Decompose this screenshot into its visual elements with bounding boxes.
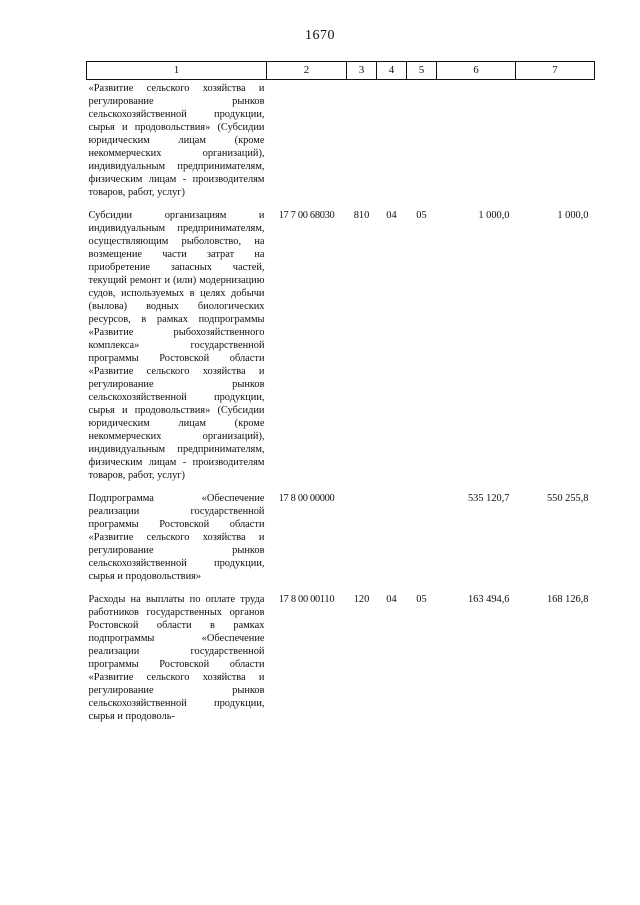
- row-section: 04: [386, 594, 397, 605]
- row-expense-type: [347, 490, 377, 591]
- row-subsection: [407, 490, 437, 591]
- row-expense-type: 810: [353, 210, 370, 221]
- row-amount-col6: 535 120,7: [467, 493, 510, 504]
- row-description: Расходы на выплаты по оплате труда работников государственных органов Ростовской области в рамках подпрограммы «Обеспечение реализации государственной программы Ростовской области «Развитие сельского хозяйства и регулирование рынков сельскохозяйственной продукции, сырья и продоволь-: [88, 594, 265, 722]
- row-amount-col6: 1 000,0: [478, 210, 510, 221]
- row-amount-col7: 168 126,8: [546, 594, 589, 605]
- row-amount-col6: 163 494,6: [467, 594, 510, 605]
- table-row: [87, 80, 595, 208]
- header-col-3: 3: [347, 62, 377, 80]
- row-description: «Развитие сельского хозяйства и регулирование рынков сельскохозяйственной продукции, сырья и продовольствия» (Субсидии юридическим лицам (кроме некоммерческих организаций), индивидуальным предпринимателям, физическим лицам - производителям товаров, работ, услуг): [88, 83, 265, 198]
- row-amount-col7: 550 255,8: [546, 493, 589, 504]
- header-col-6: 6: [437, 62, 516, 80]
- row-section: [377, 80, 407, 208]
- row-subsection: [407, 80, 437, 208]
- header-col-5: 5: [407, 62, 437, 80]
- row-target-code: [267, 80, 347, 208]
- row-description: Субсидии организациям и индивидуальным предпринимателям, осуществляющим рыболовство, на возмещение части затрат на приобретение запасных частей, текущий ремонт и (или) модернизацию судов, используемых в целях добычи (вылова) водных биологических ресурсов, в рамках подпрограммы «Развитие рыбохозяйственного комплекса» государственной программы Ростовской области «Развитие сельского хозяйства и регулирование рынков сельскохозяйственной продукции, сырья и продовольствия» (Субсидии юридическим лицам (кроме некоммерческих организаций), индивидуальным предпринимателям, физическим лицам - производителям товаров, работ, услуг): [88, 210, 265, 481]
- header-col-1: 1: [87, 62, 267, 80]
- row-amount-col6: [437, 80, 516, 208]
- row-section: [377, 490, 407, 591]
- header-row: [87, 62, 595, 80]
- budget-table: [86, 61, 595, 731]
- table-header: [87, 62, 595, 80]
- header-col-7: 7: [516, 62, 595, 80]
- row-subsection: 05: [416, 594, 427, 605]
- row-subsection: 05: [416, 210, 427, 221]
- row-description: Подпрограмма «Обеспечение реализации государственной программы Ростовской области «Развитие сельского хозяйства и регулирование рынков сельскохозяйственной продукции, сырья и продовольствия»: [88, 493, 265, 582]
- row-amount-col7: [516, 80, 595, 208]
- row-target-code: 17 8 00 00000: [278, 493, 335, 504]
- table-row: [87, 207, 595, 490]
- row-expense-type: [347, 80, 377, 208]
- header-col-4: 4: [377, 62, 407, 80]
- table-row: [87, 490, 595, 591]
- table-body: [87, 80, 595, 732]
- table-row: [87, 591, 595, 731]
- page-number: 1670: [305, 28, 335, 43]
- row-target-code: 17 8 00 00110: [278, 594, 335, 605]
- row-target-code: 17 7 00 68030: [278, 210, 335, 221]
- row-amount-col7: 1 000,0: [557, 210, 589, 221]
- row-section: 04: [386, 210, 397, 221]
- budget-table-container: [86, 61, 594, 731]
- header-col-2: 2: [267, 62, 347, 80]
- row-expense-type: 120: [353, 594, 370, 605]
